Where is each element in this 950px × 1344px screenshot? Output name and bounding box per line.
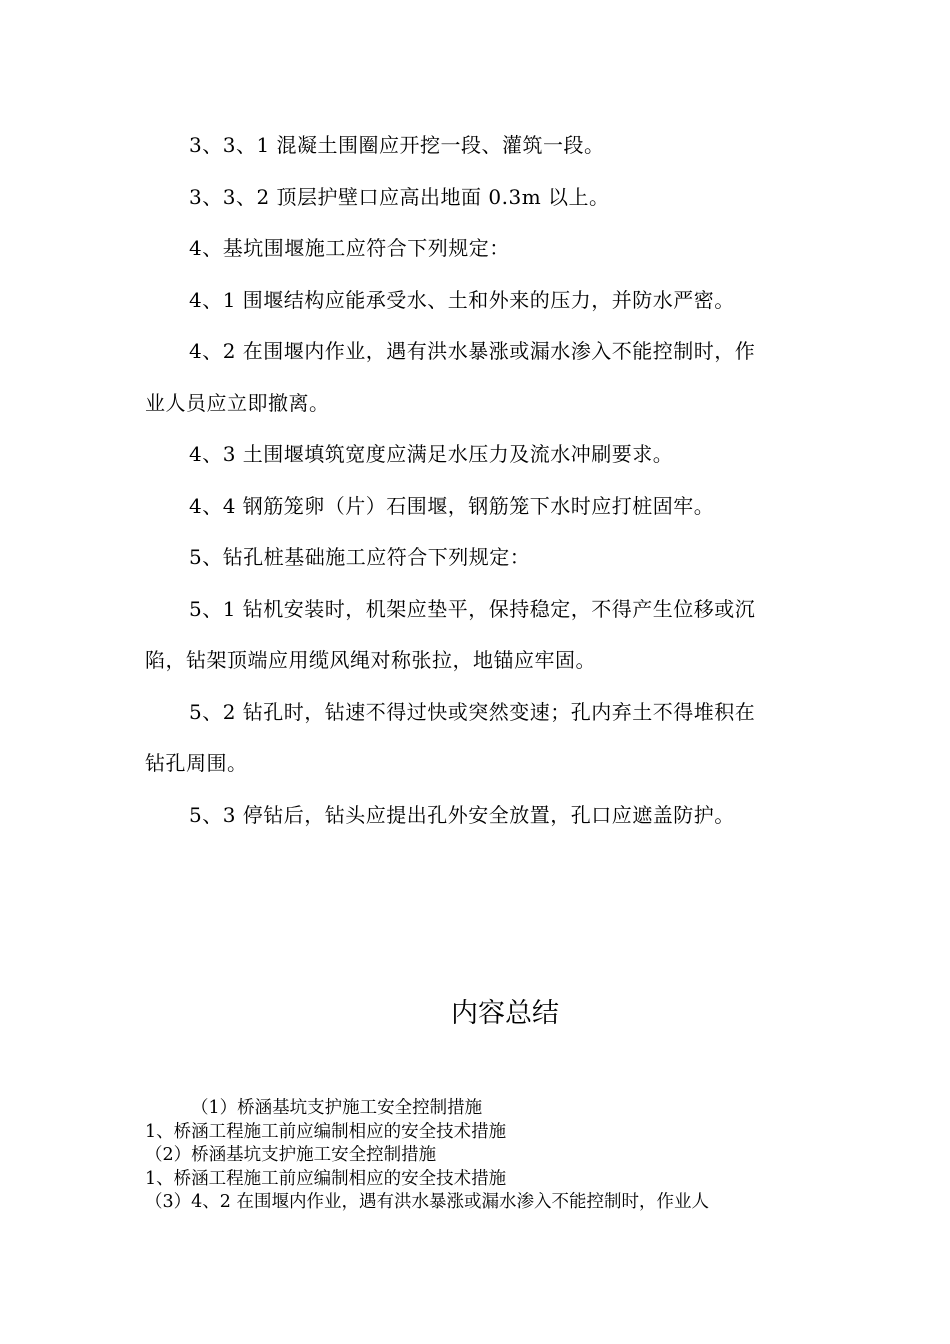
paragraph: 4、2 在围堰内作业，遇有洪水暴涨或漏水渗入不能控制时，作 — [189, 339, 756, 363]
summary-line: （3）4、2 在围堰内作业，遇有洪水暴涨或漏水渗入不能控制时，作业人 — [145, 1192, 709, 1212]
summary-line: （2）桥涵基坑支护施工安全控制措施 — [145, 1145, 437, 1165]
paragraph: 5、1 钻机安装时，机架应垫平，保持稳定，不得产生位移或沉 — [189, 596, 756, 621]
summary-title: 内容总结 — [451, 998, 559, 1029]
summary-section — [145, 1097, 825, 1215]
summary-line: （1）桥涵基坑支护施工安全控制措施 — [191, 1098, 483, 1118]
summary-line: 1、桥涵工程施工前应编制相应的安全技术措施 — [145, 1121, 507, 1142]
summary-line: 1、桥涵工程施工前应编制相应的安全技术措施 — [145, 1168, 507, 1189]
paragraph: 4、3 土围堰填筑宽度应满足水压力及流水冲刷要求。 — [189, 442, 674, 466]
paragraph: 4、1 围堰结构应能承受水、土和外来的压力，并防水严密。 — [189, 287, 735, 312]
section-heading: 5、钻孔桩基础施工应符合下列规定： — [189, 545, 531, 569]
paragraph: 3、3、2 顶层护壁口应高出地面 0.3m 以上。 — [189, 184, 610, 209]
paragraph: 5、2 钻孔时，钻速不得过快或突然变速；孔内弃土不得堆积在 — [189, 699, 756, 724]
paragraph-continuation: 业人员应立即撤离。 — [145, 390, 330, 415]
paragraph: 5、3 停钻后，钻头应提出孔外安全放置，孔口应遮盖防护。 — [189, 802, 735, 827]
section-heading: 4、基坑围堰施工应符合下列规定： — [189, 236, 510, 260]
paragraph-continuation: 钻孔周围。 — [145, 751, 248, 775]
body-text — [145, 120, 805, 841]
paragraph: 4、4 钢筋笼卵（片）石围堰，钢筋笼下水时应打桩固牢。 — [189, 493, 715, 518]
paragraph-continuation: 陷，钻架顶端应用缆风绳对称张拉，地锚应牢固。 — [145, 648, 596, 672]
paragraph: 3、3、1 混凝土围圈应开挖一段、灌筑一段。 — [189, 133, 605, 157]
